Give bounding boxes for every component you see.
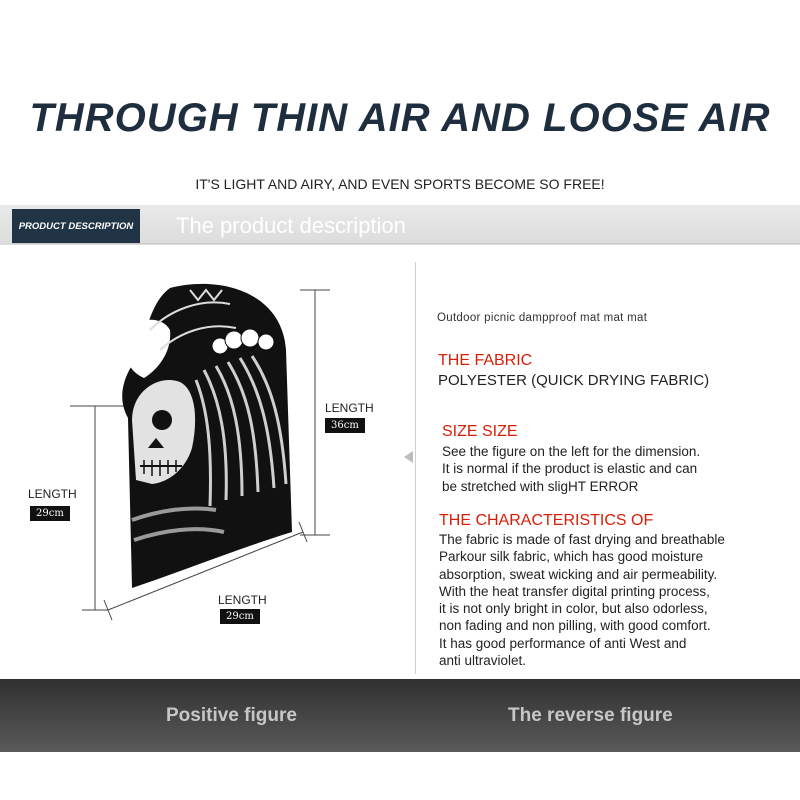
characteristics-line: absorption, sweat wicking and air permeability. [439,566,718,582]
description-banner [0,205,800,245]
product-name: Outdoor picnic dampproof mat mat mat [437,312,648,324]
figure-footer [0,679,800,752]
divider-arrow-icon [404,451,413,463]
banner-underline [12,243,800,244]
size-description [442,443,700,495]
characteristics-line: non fading and non pilling, with good comfort. [439,618,711,634]
length-bottom-value: 29cm [220,609,260,624]
fabric-value: POLYESTER (QUICK DRYING FABRIC) [438,372,710,389]
length-left-value: 29cm [30,506,70,521]
length-right-label: LENGTH [325,401,374,415]
size-line: It is normal if the product is elastic and can [442,461,698,477]
size-line: be stretched with sligHT ERROR [442,478,639,494]
length-right-value: 36cm [325,418,365,433]
characteristics-description [439,531,725,669]
product-description-tag: PRODUCT DESCRIPTION [12,209,140,243]
banner-title: The product description [176,213,406,238]
headline: THROUGH THIN AIR AND LOOSE AIR [29,96,771,140]
characteristics-heading: THE CHARACTERISTICS OF [439,512,654,529]
characteristics-line: It has good performance of anti West and [439,635,687,651]
reverse-figure-label: The reverse figure [508,705,673,726]
length-bottom-label: LENGTH [218,593,267,607]
column-divider [415,262,416,674]
balaclava-illustration [20,270,400,650]
length-left-label: LENGTH [28,487,77,501]
size-heading: SIZE SIZE [442,423,518,440]
characteristics-line: With the heat transfer digital printing process, [439,583,710,599]
characteristics-line: Parkour silk fabric, which has good moisture [439,549,704,565]
subheadline: IT'S LIGHT AND AIRY, AND EVEN SPORTS BECOME SO FREE! [195,176,605,192]
fabric-heading: THE FABRIC [438,352,533,369]
characteristics-line: anti ultraviolet. [439,653,527,669]
dimension-left [70,406,135,610]
characteristics-line: it is not only bright in color, but also odorless, [439,601,708,617]
size-line: See the figure on the left for the dimension. [442,444,701,459]
characteristics-line: The fabric is made of fast drying and breathable [439,532,725,547]
positive-figure-label: Positive figure [166,705,297,726]
